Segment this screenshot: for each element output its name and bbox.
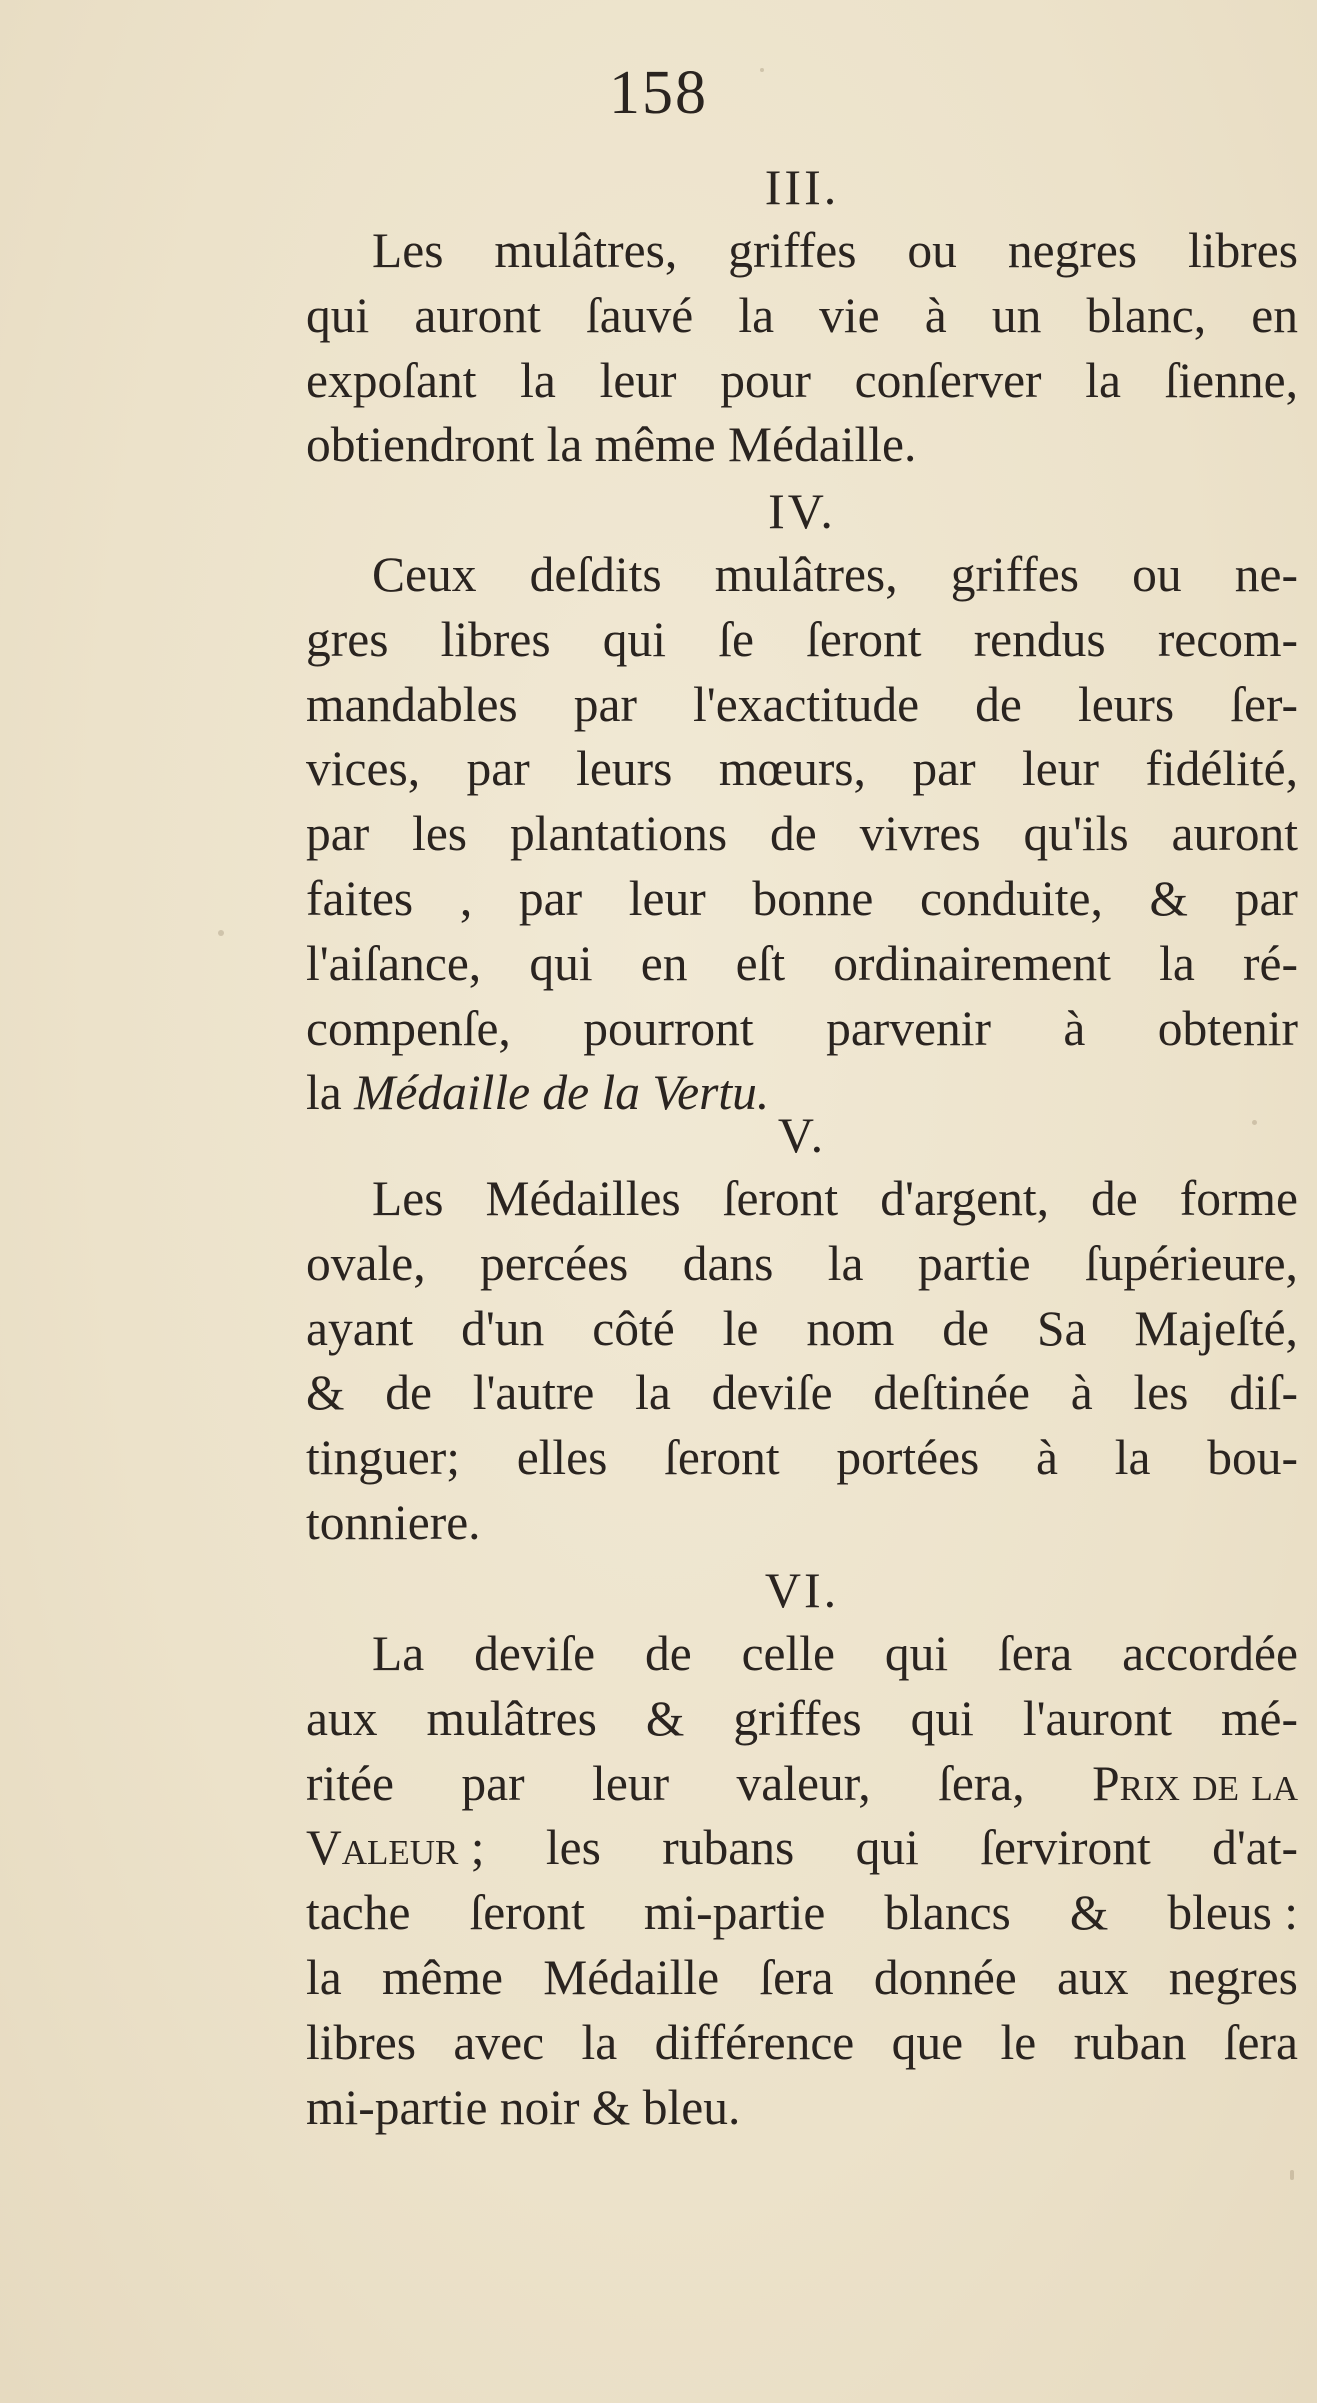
text-line: [306, 997, 1298, 1062]
word: conduite,: [920, 870, 1103, 926]
word: ſeront: [469, 1885, 585, 1941]
word: percées: [479, 1235, 629, 1291]
word: dans: [682, 1235, 774, 1291]
article-heading: VI.: [764, 1562, 840, 1618]
word: d'un: [461, 1300, 545, 1356]
word: la: [1159, 935, 1195, 991]
word: ruban: [1073, 2014, 1187, 2070]
word: mi-partie noir & bleu.: [306, 2079, 741, 2135]
word: &: [306, 1365, 345, 1421]
word: la: [306, 1065, 355, 1121]
word: forme: [1179, 1171, 1298, 1226]
word: libres: [1188, 223, 1298, 278]
word: la: [1085, 352, 1121, 408]
word: parvenir: [826, 1000, 991, 1056]
word: leur: [628, 870, 706, 926]
word: le: [722, 1300, 759, 1356]
word: de: [1091, 1171, 1138, 1226]
article-6: [306, 1558, 1298, 2140]
word: l'autre: [472, 1365, 595, 1421]
word: la: [738, 287, 775, 343]
article-3: [306, 155, 1298, 478]
word: fidélité,: [1145, 741, 1298, 797]
paper-speck: [218, 930, 224, 936]
text-line: [306, 1881, 1298, 1946]
word: recom-: [1157, 611, 1298, 667]
prize-name: Prix de la: [1092, 1755, 1298, 1811]
word: ou: [907, 223, 957, 278]
word: à: [1070, 1365, 1093, 1421]
word: de: [770, 806, 817, 862]
word: blanc,: [1086, 287, 1207, 343]
word: partie: [917, 1235, 1031, 1291]
word: de: [942, 1300, 989, 1356]
word: vices,: [306, 741, 421, 797]
word: negres: [1007, 223, 1138, 278]
word: ſerviront: [980, 1820, 1151, 1876]
word: libres: [440, 611, 551, 667]
word: vivres: [859, 806, 981, 862]
word: qu'ils: [1023, 806, 1129, 862]
word: différence: [654, 2014, 855, 2070]
word: compenſe,: [306, 1000, 511, 1056]
word: ne-: [1234, 547, 1298, 602]
text-line: [306, 1167, 1298, 1232]
word: diſ-: [1229, 1365, 1298, 1421]
word: qui: [602, 611, 667, 667]
word: côté: [592, 1300, 675, 1356]
word: la: [635, 1365, 671, 1421]
text-line: [306, 1816, 1298, 1881]
word: libres: [306, 2014, 416, 2070]
text-line: [306, 737, 1298, 802]
word: portées: [836, 1430, 980, 1486]
word: vie: [819, 287, 880, 343]
word: d'at-: [1212, 1820, 1298, 1876]
word: de: [644, 1626, 692, 1681]
text-line: [306, 867, 1298, 932]
word: deviſe: [711, 1365, 833, 1421]
text-line: [306, 1752, 1298, 1817]
word: bleus :: [1167, 1885, 1298, 1941]
word: par: [306, 806, 370, 862]
word: Majeſté,: [1134, 1300, 1298, 1356]
word: griffes: [950, 547, 1079, 602]
word: ou: [1132, 547, 1182, 602]
word: celle: [741, 1626, 835, 1681]
word: qui: [855, 1820, 919, 1876]
text-line: [306, 932, 1298, 997]
word: Médaille: [543, 1949, 720, 2005]
article-heading: III.: [764, 159, 840, 215]
word: l'aiſance,: [306, 935, 482, 991]
article-4: [306, 479, 1298, 1126]
word: ,: [459, 870, 473, 926]
page-number: 158: [609, 59, 708, 127]
word: leur: [599, 352, 677, 408]
word: qui: [884, 1626, 949, 1681]
word: ſer-: [1230, 676, 1298, 732]
word: un: [991, 287, 1042, 343]
article-5: [306, 1103, 1298, 1556]
word: deſdits: [529, 547, 662, 602]
word: deſtinée: [873, 1365, 1030, 1421]
word: ſeront: [806, 611, 922, 667]
word: ſera: [759, 1949, 834, 2005]
word: leurs: [1077, 676, 1175, 732]
word: ſeront: [722, 1171, 839, 1226]
word: nom: [806, 1300, 895, 1356]
word: même: [381, 1949, 503, 2005]
word: mandables: [306, 676, 518, 732]
word: par: [461, 1755, 525, 1811]
word: d'argent,: [880, 1171, 1050, 1226]
word: accordée: [1122, 1626, 1298, 1681]
word: griffes: [728, 223, 857, 278]
word: la: [520, 352, 556, 408]
word: que: [891, 2014, 964, 2070]
word: l'exactitude: [693, 676, 920, 732]
word: mœurs,: [718, 741, 866, 797]
word: pourront: [583, 1000, 754, 1056]
word: auront: [1171, 806, 1298, 862]
word: rubans: [662, 1820, 795, 1876]
word: l'auront: [1022, 1690, 1172, 1746]
word: valeur,: [736, 1755, 871, 1811]
text-line: [306, 2011, 1298, 2076]
word: ſe: [718, 611, 754, 667]
word: deviſe: [474, 1626, 596, 1681]
word: &: [645, 1690, 685, 1746]
text-line: [306, 1297, 1298, 1362]
word: faites: [306, 870, 414, 926]
word: à: [924, 287, 947, 343]
word: ritée: [306, 1755, 394, 1811]
word: en: [640, 935, 688, 991]
word: qui: [529, 935, 593, 991]
word: &: [1069, 1885, 1109, 1941]
word: plantations: [509, 806, 728, 862]
word: qui: [910, 1690, 974, 1746]
word: les: [1133, 1365, 1189, 1421]
word: ré-: [1242, 935, 1298, 991]
text-line: [306, 1622, 1298, 1687]
word: Les: [372, 223, 444, 278]
text-line: [306, 284, 1298, 349]
word: negres: [1168, 1949, 1298, 2005]
word: ſera: [1223, 2014, 1298, 2070]
text-line: [306, 673, 1298, 738]
word: bou-: [1207, 1430, 1298, 1486]
word: à: [1063, 1000, 1086, 1056]
word: de: [385, 1365, 432, 1421]
text-line: [306, 1426, 1298, 1491]
word: ſeront: [664, 1430, 780, 1486]
word: par: [912, 741, 976, 797]
text-line: [306, 1946, 1298, 2011]
word: Médailles: [485, 1171, 681, 1226]
word: la: [306, 1949, 342, 2005]
word: par: [1234, 870, 1298, 926]
word: elles: [516, 1430, 608, 1486]
word: les: [545, 1820, 601, 1876]
word: mulâtres,: [714, 547, 898, 602]
word: par: [518, 870, 583, 926]
word: aux: [1057, 1949, 1129, 2005]
text-line: [306, 1361, 1298, 1426]
word: mulâtres: [426, 1690, 597, 1746]
word: mi-partie: [643, 1885, 826, 1941]
word: de: [975, 676, 1022, 732]
word: ſauvé: [585, 287, 694, 343]
word: par: [573, 676, 637, 732]
word: ordinairement: [833, 935, 1111, 991]
word: les: [412, 806, 468, 862]
word: qui: [306, 287, 370, 343]
word: par: [466, 741, 530, 797]
word: tinguer;: [306, 1430, 460, 1486]
text-line: [306, 413, 1298, 478]
word: avec: [453, 2014, 545, 2070]
text-line: [306, 1491, 1298, 1556]
word: tonniere.: [306, 1494, 481, 1550]
word: aux: [306, 1690, 378, 1746]
word: blancs: [884, 1885, 1011, 1941]
word: ovale,: [306, 1235, 426, 1291]
text-line: [306, 802, 1298, 867]
text-line: [306, 1687, 1298, 1752]
word: &: [1149, 870, 1189, 926]
word: auront: [414, 287, 541, 343]
text-line: [306, 608, 1298, 673]
word: la: [1114, 1430, 1151, 1486]
word: à: [1036, 1430, 1059, 1486]
word: La: [372, 1626, 425, 1681]
text-line: [306, 543, 1298, 608]
word: mulâtres,: [494, 223, 678, 278]
word: obtiendront la même Médaille.: [306, 417, 917, 473]
word: tache: [306, 1885, 411, 1941]
paper-speck: [760, 68, 764, 72]
text-line: [306, 219, 1298, 284]
word: bonne: [752, 870, 874, 926]
word: leur: [592, 1755, 670, 1811]
word: ayant: [306, 1300, 414, 1356]
article-heading: IV.: [768, 483, 836, 539]
word: griffes: [733, 1690, 862, 1746]
word: pour: [720, 352, 811, 408]
word: la: [581, 2014, 618, 2070]
word: ſienne,: [1164, 352, 1298, 408]
word: eſt: [735, 935, 786, 991]
word: obtenir: [1157, 1000, 1298, 1056]
prize-name: Valeur ;: [306, 1820, 485, 1876]
word: rendus: [973, 611, 1106, 667]
word: expoſant: [306, 352, 477, 408]
paper-speck: [1290, 2170, 1294, 2180]
word: ſupérieure,: [1084, 1235, 1298, 1291]
word: donnée: [873, 1949, 1017, 2005]
word: le: [1000, 2014, 1037, 2070]
article-heading: V.: [777, 1107, 827, 1163]
word: en: [1251, 287, 1298, 343]
text-line: [306, 2076, 1298, 2141]
word: leur: [1022, 741, 1099, 797]
paper-speck: [1252, 1120, 1257, 1125]
word: conſerver: [854, 352, 1042, 408]
text-line: [306, 349, 1298, 414]
text-line: [306, 1232, 1298, 1297]
word: Ceux: [372, 547, 477, 602]
word: leurs: [576, 741, 673, 797]
word: Les: [372, 1171, 444, 1226]
word: Sa: [1036, 1300, 1087, 1356]
medal-name: Médaille de la Vertu.: [354, 1065, 770, 1121]
word: gres: [306, 611, 389, 667]
word: ſera,: [938, 1755, 1025, 1811]
word: ſera: [998, 1626, 1073, 1681]
word: mé-: [1220, 1690, 1298, 1746]
word: la: [827, 1235, 864, 1291]
